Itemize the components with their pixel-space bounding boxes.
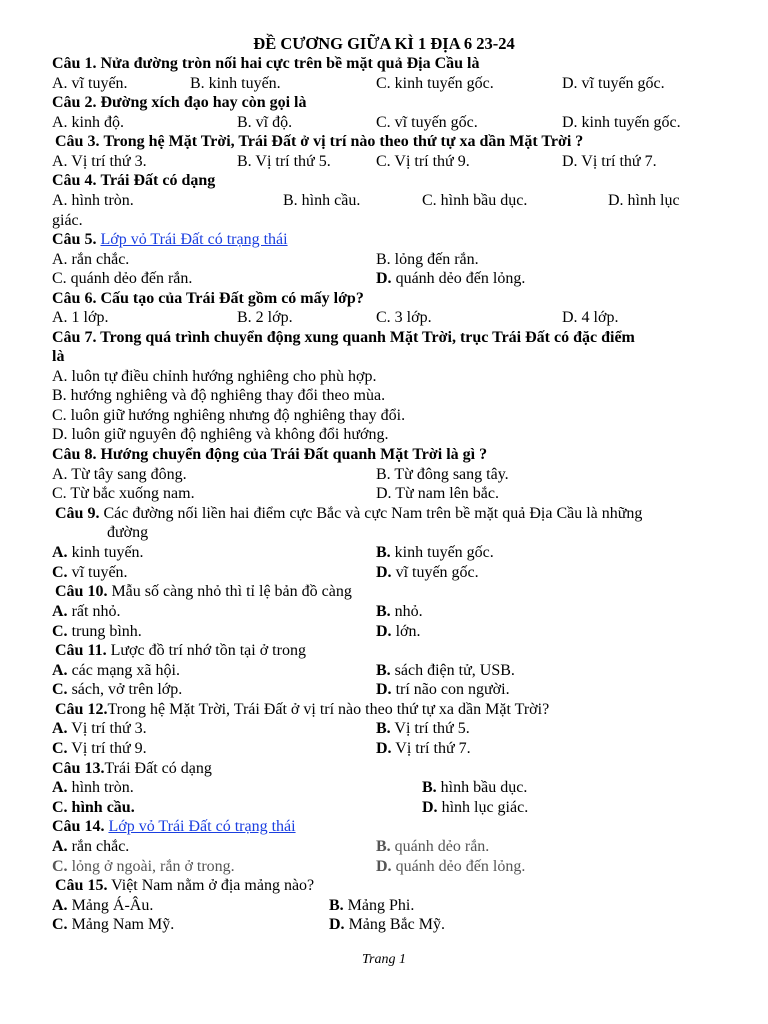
page-title: ĐỀ CƯƠNG GIỮA KÌ 1 ĐỊA 6 23-24 bbox=[253, 34, 515, 53]
answer-c: C. hình bầu dục. bbox=[422, 192, 528, 209]
question-text: Cấu tạo của Trái Đất gồm có mấy lớp? bbox=[100, 290, 364, 307]
page-number: Trang 1 bbox=[362, 952, 406, 967]
answer-letter: D. bbox=[376, 858, 392, 875]
question-text: Hướng chuyển động của Trái Đất quanh Mặt Trời là gì ? bbox=[100, 446, 488, 463]
answer-letter: A. bbox=[52, 838, 68, 855]
answer-letter: A. bbox=[52, 779, 68, 796]
answer-letter: D. bbox=[422, 799, 438, 816]
answer-letter: A. bbox=[52, 897, 68, 914]
answer-letter: C. bbox=[52, 740, 68, 757]
answer-letter: C. bbox=[52, 858, 68, 875]
question-13 bbox=[52, 759, 212, 779]
answer-d bbox=[376, 269, 525, 289]
answer-b bbox=[376, 543, 494, 563]
answer-letter: D. bbox=[376, 564, 392, 581]
answer-d bbox=[422, 798, 528, 818]
answer-b: B. Vị trí thứ 5. bbox=[237, 153, 331, 170]
answer-c: C. quánh dẻo đến rắn. bbox=[52, 270, 193, 287]
answer-text: lớn. bbox=[391, 623, 421, 640]
answer-a: A. rắn chắc. bbox=[52, 251, 130, 268]
question-text: Các đường nối liền hai điểm cực Bắc và cực Nam trên bề mặt quả Địa Cầu là những bbox=[99, 505, 643, 522]
answer-d: D. luôn giữ nguyên độ nghiêng và không đổi hướng. bbox=[52, 426, 389, 443]
question-link[interactable]: Lớp vỏ Trái Đất có trạng thái bbox=[108, 818, 296, 835]
answer-d: D. 4 lớp. bbox=[562, 309, 619, 326]
answer-b bbox=[329, 896, 414, 916]
question-label: Câu 9. bbox=[55, 505, 100, 522]
answer-letter: A. bbox=[52, 544, 68, 561]
answer-a bbox=[52, 543, 144, 563]
answer-a: A. kinh độ. bbox=[52, 114, 124, 131]
answer-text: sách, vở trên lớp. bbox=[67, 681, 183, 698]
answer-a bbox=[52, 778, 134, 798]
answer-text: kinh tuyến. bbox=[67, 544, 144, 561]
answer-text: rất nhỏ. bbox=[67, 603, 121, 620]
question-label: Câu 12. bbox=[55, 701, 108, 718]
answer-text: Mảng Á-Âu. bbox=[67, 897, 154, 914]
answer-d: D. Từ nam lên bắc. bbox=[376, 485, 500, 502]
question-10 bbox=[55, 582, 352, 602]
question-4 bbox=[52, 171, 215, 191]
answer-a bbox=[52, 719, 147, 739]
question-label: Câu 14. bbox=[52, 818, 105, 835]
question-link[interactable]: Lớp vỏ Trái Đất có trạng thái bbox=[100, 231, 288, 248]
answer-a: A. Vị trí thứ 3. bbox=[52, 153, 147, 170]
answer-a bbox=[52, 661, 180, 681]
answer-a bbox=[52, 837, 129, 857]
answer-letter: D. bbox=[376, 681, 392, 698]
answer-text: quánh dẻo rắn. bbox=[390, 838, 490, 855]
answer-text: Mảng Bắc Mỹ. bbox=[344, 916, 445, 933]
question-11 bbox=[55, 641, 306, 661]
question-3 bbox=[55, 132, 583, 152]
answer-a: A. Từ tây sang đông. bbox=[52, 466, 187, 483]
answer-c bbox=[52, 857, 235, 877]
answer-letter: A. bbox=[52, 720, 68, 737]
answer-b: B. Từ đông sang tây. bbox=[376, 466, 509, 483]
answer-d bbox=[376, 739, 471, 759]
answer-c bbox=[52, 680, 182, 700]
question-9-continued: đường bbox=[107, 524, 149, 541]
answer-letter: B. bbox=[376, 603, 391, 620]
answer-text: Mảng Phi. bbox=[343, 897, 415, 914]
question-14 bbox=[52, 817, 296, 837]
answer-letter: D. bbox=[376, 740, 392, 757]
answer-c bbox=[52, 622, 142, 642]
question-12 bbox=[55, 700, 549, 720]
answer-b: B. 2 lớp. bbox=[237, 309, 293, 326]
answer-d bbox=[376, 563, 479, 583]
answer-b: B. vĩ độ. bbox=[237, 114, 293, 131]
answer-letter: B. bbox=[376, 720, 391, 737]
question-text: Lược đồ trí nhớ tồn tại ở trong bbox=[106, 642, 306, 659]
question-label: Câu 4. bbox=[52, 172, 97, 189]
answer-text: quánh dẻo đến lỏng. bbox=[391, 858, 526, 875]
answer-c: C. luôn giữ hướng nghiêng nhưng độ nghiêng thay đổi. bbox=[52, 407, 406, 424]
answer-text: các mạng xã hội. bbox=[67, 662, 180, 679]
answer-b: B. kinh tuyến. bbox=[190, 75, 281, 92]
question-label: Câu 7 bbox=[52, 329, 93, 346]
answer-c bbox=[52, 915, 174, 935]
answer-text: trung bình. bbox=[67, 623, 142, 640]
answer-d bbox=[329, 915, 445, 935]
answer-letter: B. bbox=[376, 544, 391, 561]
answer-a: A. 1 lớp. bbox=[52, 309, 109, 326]
answer-text: nhỏ. bbox=[390, 603, 423, 620]
question-6 bbox=[52, 289, 364, 309]
answer-b: B. hình cầu. bbox=[283, 192, 361, 209]
answer-d: D. Vị trí thứ 7. bbox=[562, 153, 657, 170]
answer-text: Vị trí thứ 7. bbox=[391, 740, 471, 757]
question-label: Câu 6. bbox=[52, 290, 97, 307]
answer-d-continued: giác. bbox=[52, 212, 83, 229]
answer-c: C. hình cầu. bbox=[52, 799, 135, 816]
answer-text: Mảng Nam Mỹ. bbox=[67, 916, 175, 933]
question-7-continued: là bbox=[52, 348, 65, 365]
answer-c: C. Từ bắc xuống nam. bbox=[52, 485, 195, 502]
answer-b bbox=[376, 602, 423, 622]
question-label: Câu 3. bbox=[55, 133, 100, 150]
answer-letter: C. bbox=[52, 623, 68, 640]
answer-letter: C. bbox=[52, 916, 68, 933]
question-label: Câu 15. bbox=[55, 877, 108, 894]
answer-letter: B. bbox=[376, 662, 391, 679]
question-text: Trái Đất có dạng bbox=[104, 760, 212, 777]
answer-text: hình bầu dục. bbox=[436, 779, 528, 796]
question-label: Câu 2. bbox=[52, 94, 97, 111]
answer-letter: C. bbox=[52, 681, 68, 698]
question-label: Câu 10. bbox=[55, 583, 108, 600]
answer-text: lỏng ở ngoài, rắn ở trong. bbox=[67, 858, 235, 875]
answer-text: vĩ tuyến gốc. bbox=[391, 564, 479, 581]
answer-letter: B. bbox=[422, 779, 437, 796]
answer-text: vĩ tuyến. bbox=[67, 564, 128, 581]
answer-c bbox=[52, 739, 147, 759]
question-15 bbox=[55, 876, 314, 896]
question-5 bbox=[52, 230, 288, 250]
answer-d bbox=[376, 857, 525, 877]
answer-letter: C. bbox=[52, 564, 68, 581]
answer-b bbox=[376, 719, 470, 739]
answer-a bbox=[52, 896, 153, 916]
answer-c: C. Vị trí thứ 9. bbox=[376, 153, 470, 170]
question-label: Câu 5. bbox=[52, 231, 97, 248]
answer-letter: D. bbox=[376, 623, 392, 640]
answer-b: B. lỏng đến rắn. bbox=[376, 251, 479, 268]
question-2 bbox=[52, 93, 307, 113]
question-8 bbox=[52, 445, 487, 465]
question-label: Câu 13. bbox=[52, 760, 105, 777]
answer-d bbox=[376, 622, 420, 642]
answer-text: sách điện tử, USB. bbox=[390, 662, 515, 679]
answer-letter: D. bbox=[329, 916, 345, 933]
question-text: Việt Nam nằm ở địa mảng nào? bbox=[107, 877, 315, 894]
answer-text: trí não con người. bbox=[391, 681, 510, 698]
answer-b bbox=[376, 661, 515, 681]
answer-text: rắn chắc. bbox=[67, 838, 130, 855]
answer-text: Vị trí thứ 5. bbox=[390, 720, 470, 737]
answer-a: A. luôn tự điều chỉnh hướng nghiêng cho phù hợp. bbox=[52, 368, 377, 385]
answer-text: kinh tuyến gốc. bbox=[390, 544, 494, 561]
question-7 bbox=[52, 328, 635, 348]
answer-letter: A. bbox=[52, 662, 68, 679]
question-text: Đường xích đạo hay còn gọi là bbox=[100, 94, 307, 111]
answer-c bbox=[52, 563, 128, 583]
answer-text: hình tròn. bbox=[67, 779, 134, 796]
answer-text: Vị trí thứ 9. bbox=[67, 740, 147, 757]
answer-letter: D. bbox=[376, 270, 392, 287]
answer-a bbox=[52, 602, 120, 622]
answer-letter: B. bbox=[376, 838, 391, 855]
answer-b bbox=[376, 837, 489, 857]
answer-d bbox=[376, 680, 510, 700]
answer-a: A. vĩ tuyến. bbox=[52, 75, 128, 92]
question-9 bbox=[55, 504, 642, 524]
answer-d: D. kinh tuyến gốc. bbox=[562, 114, 681, 131]
answer-letter: B. bbox=[329, 897, 344, 914]
answer-b: B. hướng nghiêng và độ nghiêng thay đổi theo mùa. bbox=[52, 387, 386, 404]
answer-letter: A. bbox=[52, 603, 68, 620]
answer-c: C. kinh tuyến gốc. bbox=[376, 75, 494, 92]
answer-text: quánh dẻo đến lỏng. bbox=[391, 270, 526, 287]
answer-d: D. vĩ tuyến gốc. bbox=[562, 75, 665, 92]
question-label: Câu 8. bbox=[52, 446, 97, 463]
answer-b bbox=[422, 778, 527, 798]
answer-c: C. 3 lớp. bbox=[376, 309, 432, 326]
question-text: Trái Đất có dạng bbox=[100, 172, 216, 189]
question-text: Trong hệ Mặt Trời, Trái Đất ở vị trí nào theo thứ tự xa dần Mặt Trời ? bbox=[103, 133, 584, 150]
question-text: . Trong quá trình chuyển động xung quanh Mặt Trời, trục Trái Đất có đặc điểm bbox=[92, 329, 635, 346]
question-text: Nửa đường tròn nối hai cực trên bề mặt quả Địa Cầu là bbox=[100, 55, 480, 72]
question-text: Trong hệ Mặt Trời, Trái Đất ở vị trí nào theo thứ tự xa dần Mặt Trời? bbox=[107, 701, 550, 718]
question-label: Câu 11. bbox=[55, 642, 107, 659]
answer-c: C. vĩ tuyến gốc. bbox=[376, 114, 478, 131]
answer-text: Vị trí thứ 3. bbox=[67, 720, 147, 737]
answer-a: A. hình tròn. bbox=[52, 192, 134, 209]
question-1 bbox=[52, 54, 479, 74]
question-label: Câu 1. bbox=[52, 55, 97, 72]
answer-d: D. hình lục bbox=[608, 192, 680, 209]
answer-text: hình lục giác. bbox=[437, 799, 529, 816]
question-text: Mẫu số càng nhỏ thì tỉ lệ bản đồ càng bbox=[107, 583, 352, 600]
